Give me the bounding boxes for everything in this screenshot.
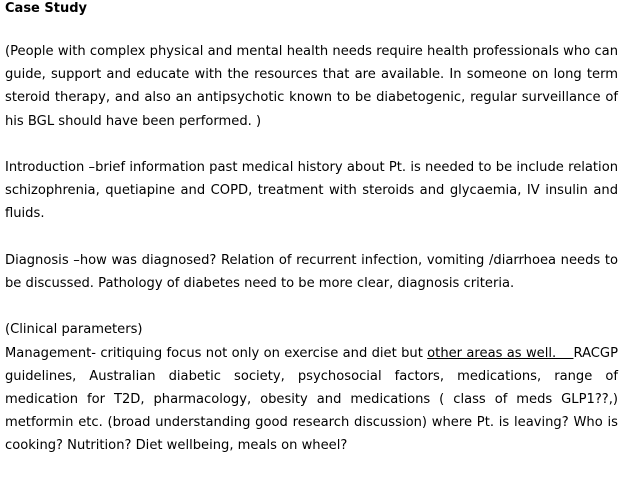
clinical-parameters-label: (Clinical parameters) xyxy=(5,322,143,338)
management-underlined-text: other areas as well. xyxy=(427,345,574,361)
management-lead-text: Management- critiquing focus not only on exercise and diet but xyxy=(5,345,428,361)
management-rest-text: RACGP guidelines, Australian diabetic society, psychosocial factors, medications, range of medication for T2D, pharmacology, obesity and medications ( class of meds GLP1??,) metformin etc. (broad understanding good research discussion) where Pt. is leaving? Who is cooking? Nutrition? Diet wellbeing, meals on wheel? xyxy=(5,345,618,454)
introduction-paragraph: Introduction –brief information past medical history about Pt. is needed to be include relation schizophrenia, quetiapine and COPD, treatment with steroids and glycaemia, IV insulin and fluids. xyxy=(5,160,618,222)
case-study-heading: Case Study xyxy=(5,1,88,16)
intro-paragraph: (People with complex physical and mental health needs require health professionals who can guide, support and educate with the resources that are available. In someone on long term steroid therapy, and also an antipsychotic known to be diabetogenic, regular surveillance of his BGL should have been performed. ) xyxy=(5,44,618,129)
diagnosis-paragraph: Diagnosis –how was diagnosed? Relation of recurrent infection, vomiting /diarrhoea needs to be discussed. Pathology of diabetes need to be more clear, diagnosis criteria. xyxy=(5,252,618,291)
management-paragraph xyxy=(5,342,618,458)
document-page xyxy=(0,1,624,483)
